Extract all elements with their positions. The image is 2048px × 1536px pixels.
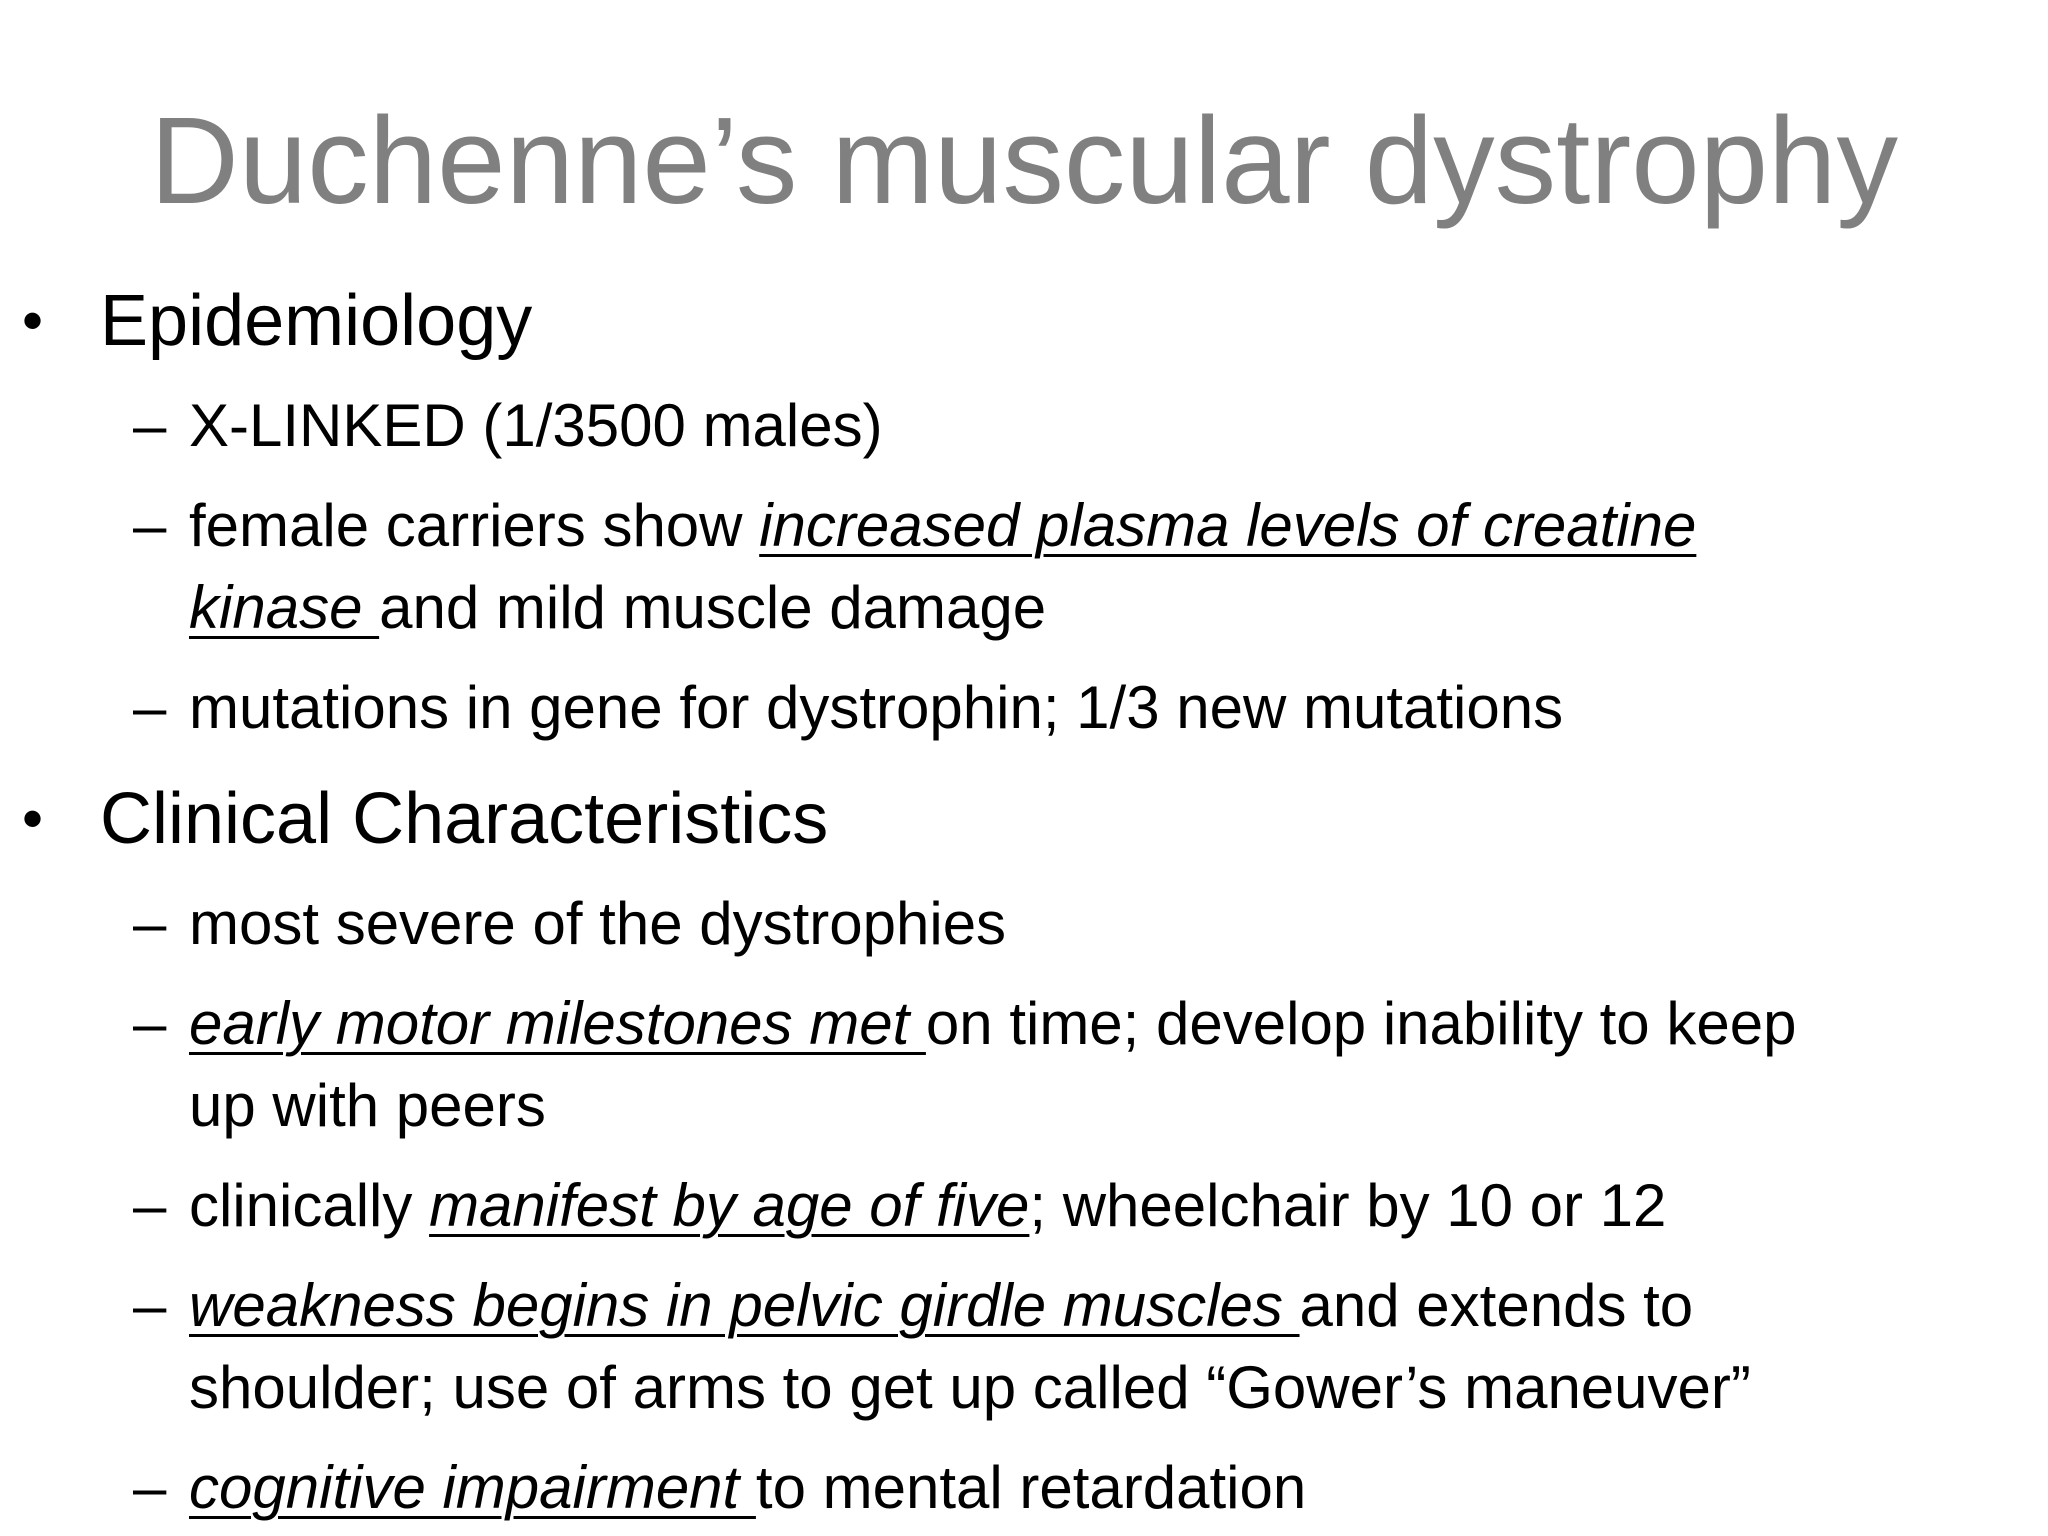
item-text: female carriers show: [189, 492, 760, 559]
emphasized-text: weakness begins in pelvic girdle muscles: [189, 1272, 1300, 1339]
item-text: up with peers: [189, 1072, 546, 1139]
clinical-item-weakness: [133, 1265, 1694, 1347]
item-text: ; wheelchair by 10 or 12: [1029, 1172, 1667, 1239]
clinical-item-cognitive: [133, 1447, 1307, 1529]
dash-marker: –: [133, 1454, 167, 1521]
emphasized-text: early motor milestones met: [189, 990, 926, 1057]
item-text: mutations in gene for dystrophin; 1/3 new mutations: [189, 674, 1564, 741]
bullet-epidemiology: [22, 280, 533, 362]
epidemiology-item-female-carriers-cont: [189, 567, 1046, 649]
dash-marker: –: [133, 674, 167, 741]
clinical-item-motor-milestones-cont: [189, 1065, 546, 1147]
emphasized-text: kinase: [189, 574, 380, 641]
dash-marker: –: [133, 990, 167, 1057]
bullet-clinical-characteristics: [22, 778, 829, 860]
emphasized-text: increased plasma levels of creatine: [759, 492, 1697, 559]
slide-title: Duchenne’s muscular dystrophy: [150, 93, 1898, 230]
item-text: most severe of the dystrophies: [189, 890, 1007, 957]
item-text: clinically: [189, 1172, 430, 1239]
dash-marker: –: [133, 890, 167, 957]
item-text: shoulder; use of arms to get up called “Gower’s maneuver”: [189, 1354, 1751, 1421]
item-text: on time; develop inability to keep: [925, 990, 1797, 1057]
dash-marker: –: [133, 1272, 167, 1339]
clinical-item-motor-milestones: [133, 983, 1797, 1065]
epidemiology-item-female-carriers: [133, 485, 1697, 567]
item-text: and mild muscle damage: [379, 574, 1047, 641]
bullet-dot: •: [22, 785, 44, 852]
epidemiology-item-x-linked: [133, 385, 883, 467]
clinical-item-weakness-cont: [189, 1347, 1751, 1429]
dash-marker: –: [133, 1172, 167, 1239]
item-text: X-LINKED (1/3500 males): [189, 392, 883, 459]
bullet-dot: •: [22, 287, 44, 354]
emphasized-text: cognitive impairment: [189, 1454, 756, 1521]
clinical-item-manifest-age: [133, 1165, 1667, 1247]
item-text: and extends to: [1299, 1272, 1694, 1339]
item-text: to mental retardation: [755, 1454, 1307, 1521]
dash-marker: –: [133, 492, 167, 559]
clinical-item-most-severe: [133, 883, 1007, 965]
emphasized-text: manifest by age of five: [429, 1172, 1030, 1239]
epidemiology-item-mutations: [133, 667, 1564, 749]
section-heading: Epidemiology: [100, 281, 533, 361]
section-heading: Clinical Characteristics: [100, 779, 829, 859]
dash-marker: –: [133, 392, 167, 459]
